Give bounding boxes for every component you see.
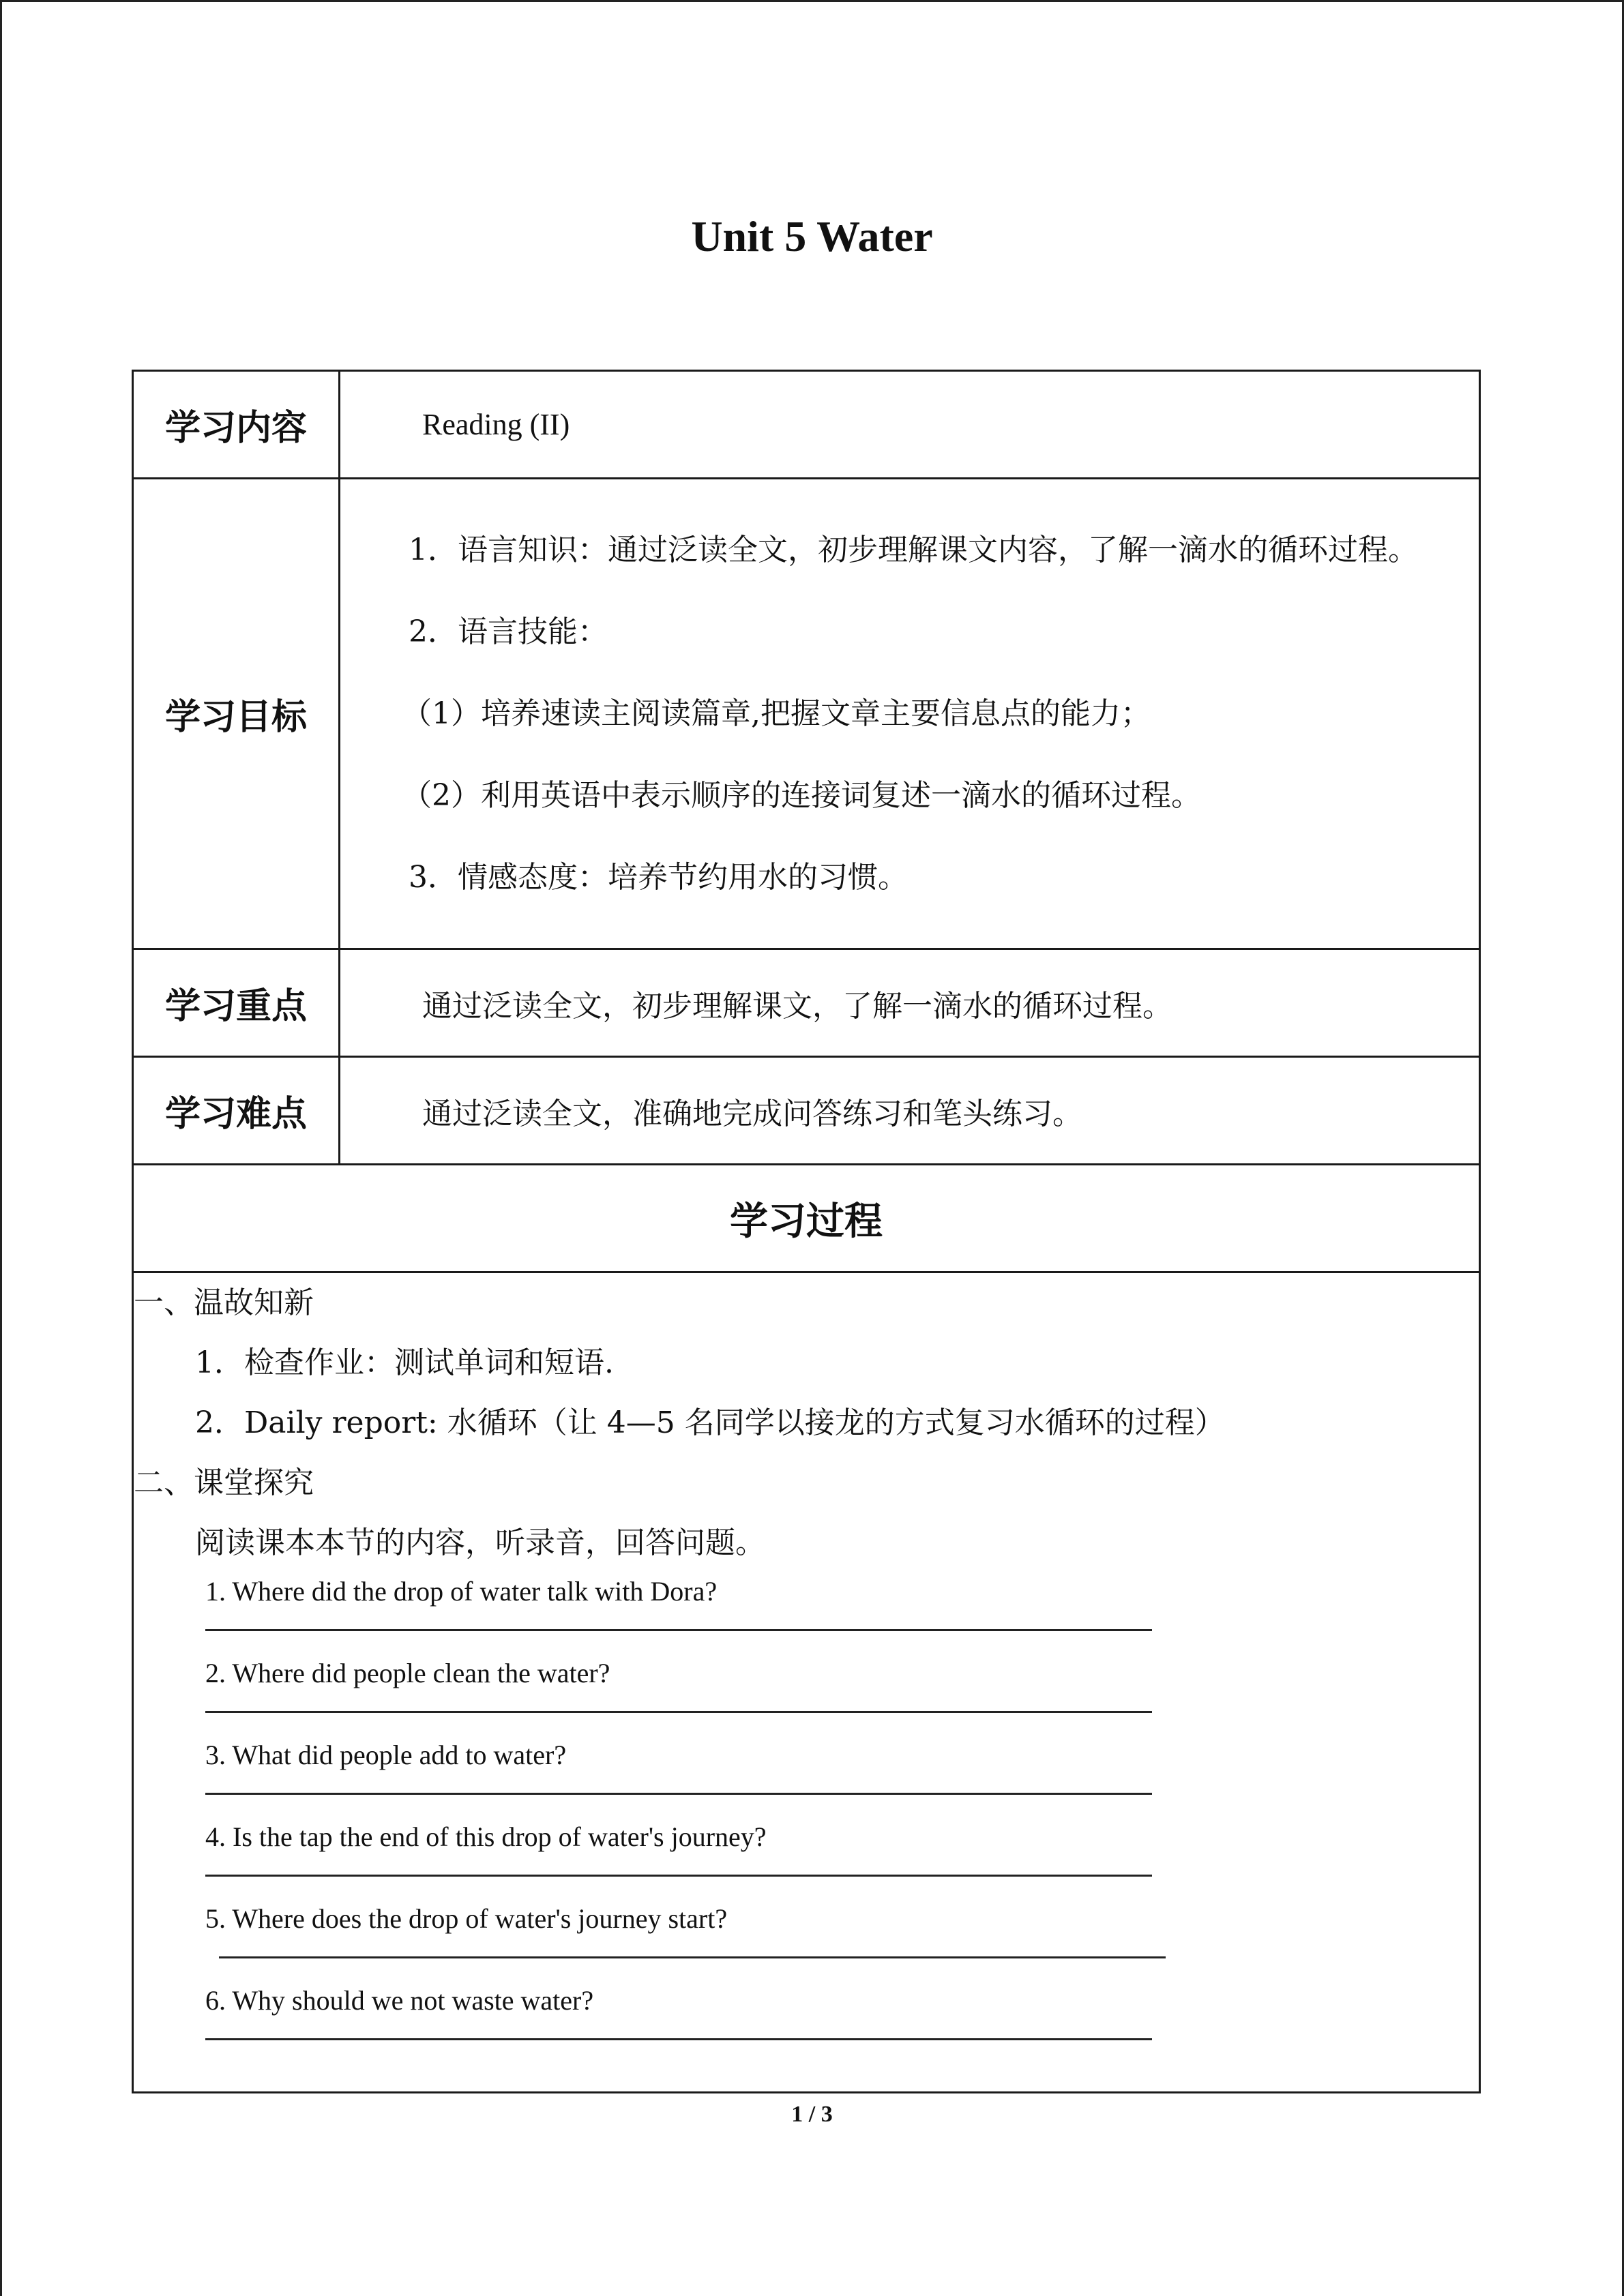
page-number: 1 / 3 bbox=[791, 2102, 833, 2127]
row-process-header bbox=[133, 1165, 1480, 1272]
page-border-left bbox=[0, 0, 2, 2296]
label-content: 学习内容 bbox=[133, 371, 340, 479]
objective-item: （2）利用英语中表示顺序的连接词复述一滴水的循环过程。 bbox=[402, 777, 1201, 813]
section1-heading: 一、温故知新 bbox=[134, 1285, 314, 1320]
content-text: Reading (II) bbox=[422, 408, 570, 441]
question-text: 4. Is the tap the end of this drop of water's journey? bbox=[205, 1821, 767, 1852]
objective-item: 1．语言知识：通过泛读全文，初步理解课文内容，了解一滴水的循环过程。 bbox=[409, 532, 1418, 567]
question-text: 1. Where did the drop of water talk with Dora? bbox=[205, 1576, 718, 1607]
label-difficulties: 学习难点 bbox=[133, 1057, 340, 1165]
page-border-top bbox=[0, 0, 1624, 2]
value-difficulties bbox=[340, 1057, 1480, 1165]
question-list bbox=[134, 1569, 1479, 2060]
document-title: Unit 5 Water bbox=[691, 212, 933, 260]
label-key-points: 学习重点 bbox=[133, 949, 340, 1057]
answer-line[interactable] bbox=[205, 1711, 1152, 1713]
section1-item: 1．检查作业：测试单词和短语. bbox=[195, 1345, 614, 1380]
question-text: 6. Why should we not waste water? bbox=[205, 1985, 594, 2016]
question-item bbox=[205, 1651, 1479, 1733]
section1-item: 2．Daily report: 水循环（让 4—5 名同学以接龙的方式复习水循环的过程） bbox=[195, 1405, 1225, 1440]
process-header: 学习过程 bbox=[133, 1165, 1480, 1272]
answer-line[interactable] bbox=[205, 2038, 1152, 2040]
value-content bbox=[340, 371, 1480, 479]
row-difficulties bbox=[133, 1057, 1480, 1165]
row-process bbox=[133, 1272, 1480, 2093]
objectives-list bbox=[340, 479, 1480, 949]
objective-item: （1）培养速读主阅读篇章,把握文章主要信息点的能力； bbox=[402, 696, 1151, 731]
lesson-plan-table bbox=[132, 370, 1481, 2093]
difficulties-text: 通过泛读全文，准确地完成问答练习和笔头练习。 bbox=[422, 1096, 1082, 1131]
value-key-points bbox=[340, 949, 1480, 1057]
question-text: 2. Where did people clean the water? bbox=[205, 1658, 610, 1688]
question-item bbox=[205, 1569, 1479, 1651]
section2-heading: 二、课堂探究 bbox=[134, 1465, 314, 1500]
row-objectives bbox=[133, 479, 1480, 949]
section2-intro: 阅读课本本节的内容，听录音，回答问题。 bbox=[195, 1525, 765, 1560]
answer-line[interactable] bbox=[205, 1875, 1152, 1877]
question-item bbox=[205, 1733, 1479, 1815]
objective-item: 3．情感态度：培养节约用水的习惯。 bbox=[409, 859, 908, 895]
objective-item: 2．语言技能： bbox=[409, 614, 608, 649]
question-item bbox=[205, 1815, 1479, 1896]
question-item bbox=[205, 1978, 1479, 2060]
process-body bbox=[133, 1272, 1480, 2093]
answer-line[interactable] bbox=[205, 1629, 1152, 1631]
row-key-points bbox=[133, 949, 1480, 1057]
row-content bbox=[133, 371, 1480, 479]
label-objectives: 学习目标 bbox=[133, 479, 340, 949]
question-item bbox=[205, 1896, 1479, 1978]
answer-line[interactable] bbox=[205, 1793, 1152, 1795]
question-text: 3. What did people add to water? bbox=[205, 1740, 567, 1770]
key-points-text: 通过泛读全文，初步理解课文，了解一滴水的循环过程。 bbox=[422, 988, 1172, 1024]
question-text: 5. Where does the drop of water's journey start? bbox=[205, 1903, 728, 1934]
answer-line[interactable] bbox=[219, 1956, 1166, 1958]
